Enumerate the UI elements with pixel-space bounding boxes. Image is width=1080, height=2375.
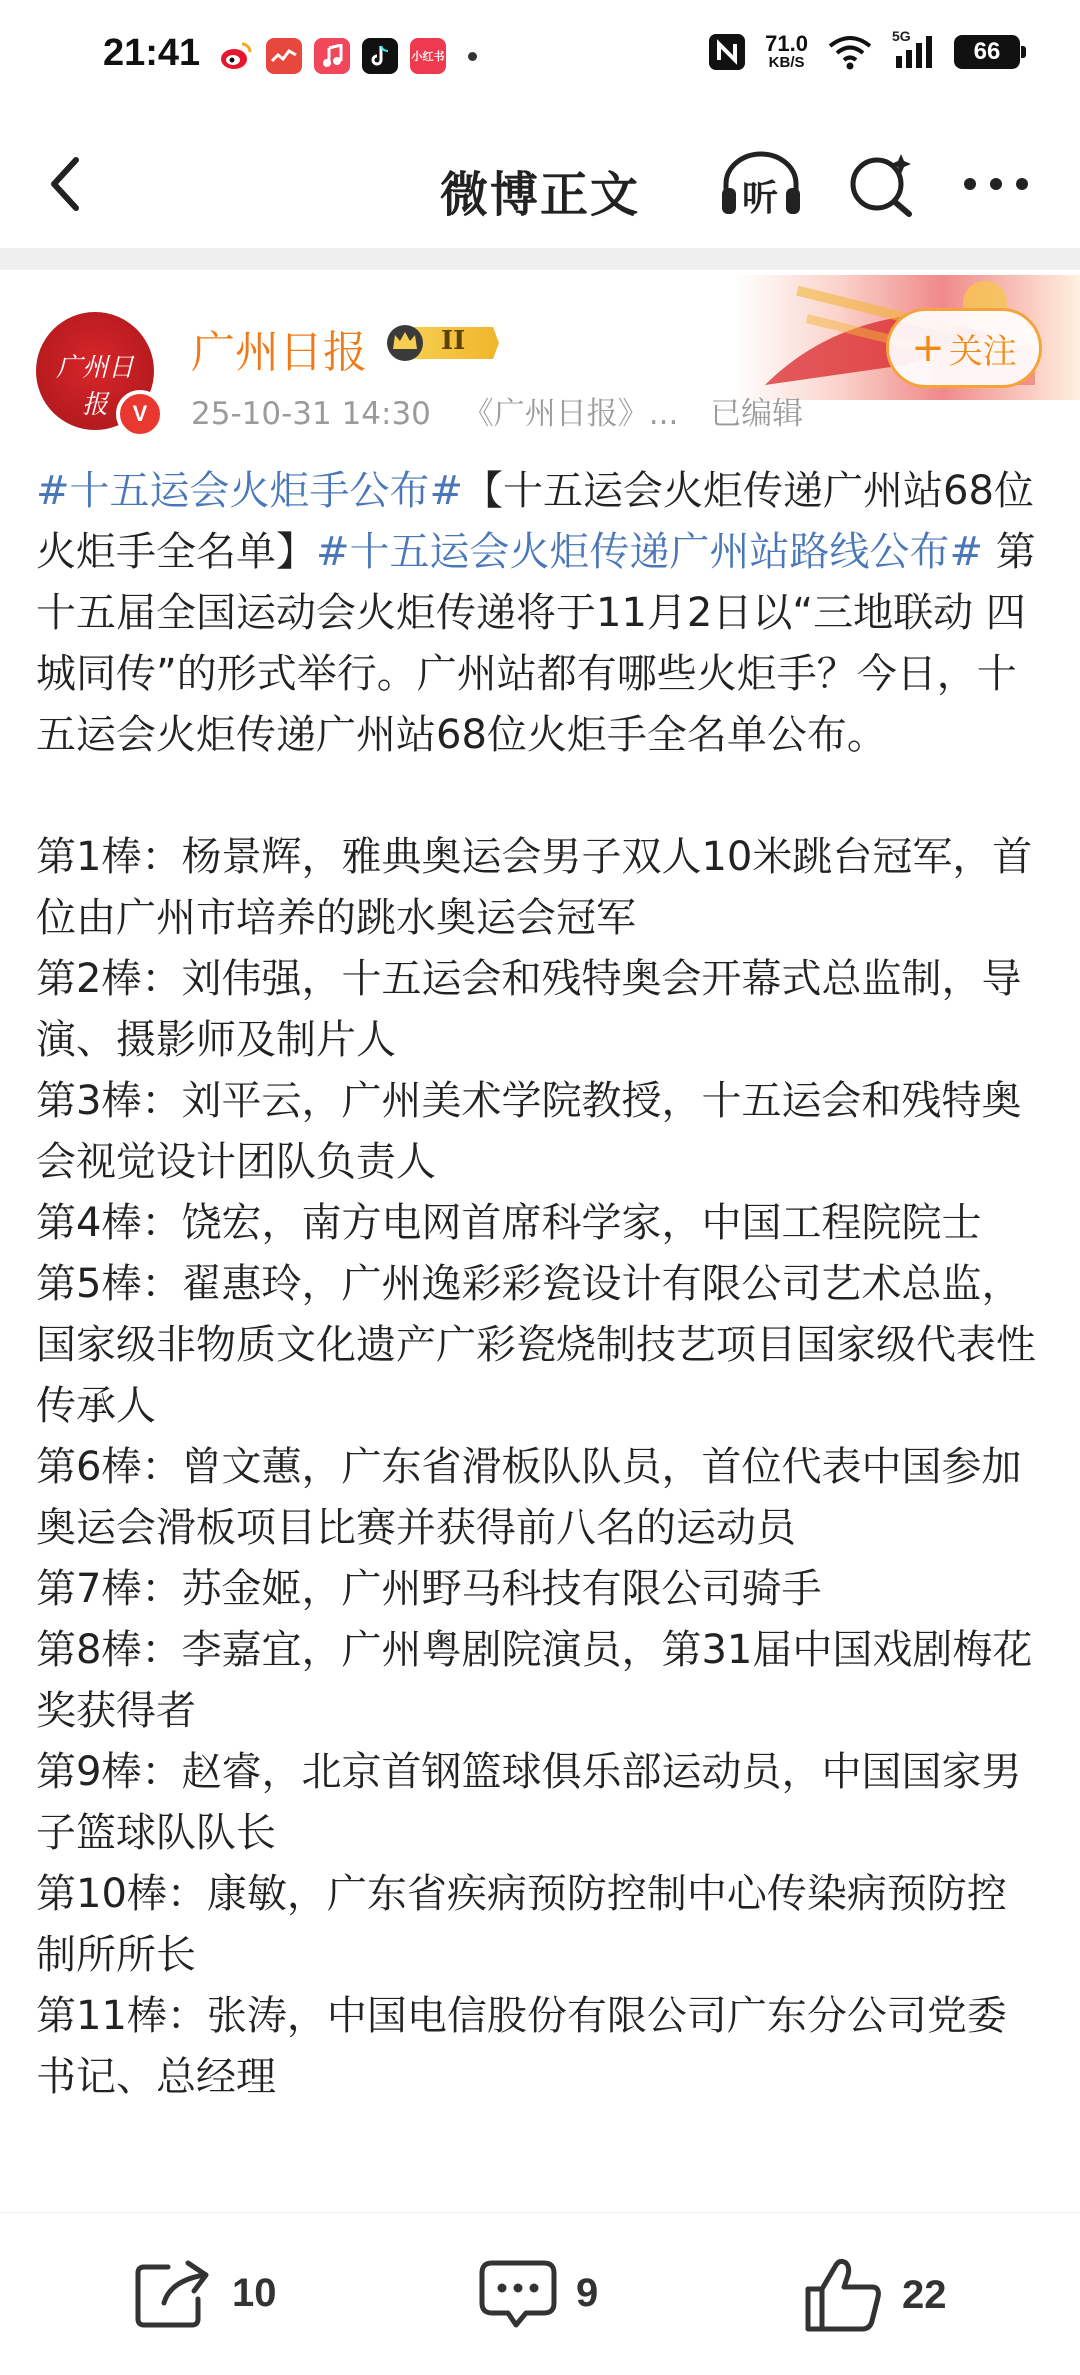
listen-button[interactable]: [718, 148, 804, 220]
torchbearer-item: 第6棒：曾文蕙，广东省滑板队队员，首位代表中国参加奥运会滑板项目比赛并获得前八名的运动员: [36, 1444, 1022, 1551]
notification-icons: [218, 38, 477, 74]
post-source: 《广州日报》...: [462, 396, 679, 432]
more-icon: [958, 148, 1034, 220]
weibo-icon: [218, 38, 254, 74]
wifi-icon: [826, 34, 874, 70]
plus-icon: +: [911, 325, 945, 371]
level-badge-label: II: [441, 326, 466, 356]
music-app-icon: [314, 38, 350, 74]
comment-button[interactable]: [478, 2257, 598, 2329]
verified-badge: V: [116, 390, 164, 438]
torchbearer-item: 第3棒：刘平云，广州美术学院教授，十五运会和残特奥会视觉设计团队负责人: [36, 1078, 1022, 1185]
page-title: 微博正文: [439, 167, 640, 223]
hashtag-link[interactable]: #十五运会火炬手公布#: [36, 468, 464, 514]
xiaohongshu-icon: 小红书: [410, 38, 446, 74]
search-button[interactable]: [845, 148, 917, 220]
torchbearer-item: 第5棒：翟惠玲，广州逸彩彩瓷设计有限公司艺术总监，国家级非物质文化遗产广彩瓷烧制技艺项目国家级代表性传承人: [36, 1261, 1036, 1429]
bottom-action-bar: [0, 2212, 1080, 2375]
intro-text: 【十五运会火炬传递广州站68位火炬手全名单】: [36, 468, 1034, 575]
network-speed-value: 71.0: [765, 31, 808, 56]
intro-text: 第十五届全国运动会火炬传递将于11月2日以“三地联动 四城同传”的形式举行。广州站都有哪些火炬手？今日，十五运会火炬传递广州站68位火炬手全名单公布。: [36, 529, 1036, 758]
torchbearer-item: 第1棒：杨景辉，雅典奥运会男子双人10米跳台冠军，首位由广州市培养的跳水奥运会冠军: [36, 834, 1033, 941]
hashtag-link[interactable]: #十五运会火炬传递广州站路线公布#: [316, 529, 984, 575]
like-button[interactable]: [804, 2257, 947, 2333]
stock-app-icon: [266, 38, 302, 74]
post-intro: [36, 461, 1046, 766]
torchbearer-item: 第9棒：赵睿，北京首钢篮球俱乐部运动员，中国国家男子篮球队队长: [36, 1749, 1022, 1856]
comment-icon: [478, 2257, 558, 2329]
thumbs-up-icon: [804, 2257, 884, 2333]
post-date: 25-10-31 14:30: [191, 396, 431, 432]
author-name[interactable]: 广州日报: [191, 327, 367, 378]
status-bar: [0, 0, 1080, 120]
paragraph-spacer: [36, 766, 1046, 827]
comment-count: 9: [576, 2270, 599, 2315]
more-notifications-dot: [468, 52, 477, 61]
nfc-icon: [707, 32, 747, 72]
post-meta: [191, 388, 825, 433]
torchbearer-item: 第10棒：康敏，广东省疾病预防控制中心传染病预防控制所所长: [36, 1871, 1007, 1978]
repost-icon: [134, 2257, 214, 2329]
member-level-badge: [385, 323, 500, 363]
cellular-signal-icon: [892, 28, 936, 72]
tiktok-icon: [362, 38, 398, 74]
like-count: 22: [902, 2272, 947, 2317]
torchbearer-item: 第7棒：苏金姬，广州野马科技有限公司骑手: [36, 1566, 822, 1612]
search-icon: [845, 148, 917, 220]
repost-button[interactable]: [134, 2257, 277, 2329]
section-divider: [0, 248, 1080, 270]
top-nav-bar: [0, 120, 1080, 248]
post-content: [36, 461, 1046, 2206]
torchbearer-item: 第4棒：饶宏，南方电网首席科学家，中国工程院院士: [36, 1200, 982, 1246]
signal-type-label: 5G: [892, 28, 911, 44]
status-indicators: [707, 28, 1020, 72]
battery-indicator: 66: [954, 35, 1020, 69]
torchbearer-item: 第11棒：张涛，中国电信股份有限公司广东分公司党委书记、总经理: [36, 1993, 1007, 2100]
follow-label: 关注: [948, 331, 1017, 372]
network-speed: [765, 33, 808, 71]
edited-label[interactable]: 已编辑: [710, 396, 804, 432]
torchbearer-item: 第2棒：刘伟强，十五运会和残特奥会开幕式总监制，导演、摄影师及制片人: [36, 956, 1022, 1063]
repost-count: 10: [232, 2270, 277, 2315]
network-speed-unit: KB/S: [768, 54, 805, 71]
follow-button[interactable]: [886, 308, 1042, 388]
status-time: 21:41: [103, 32, 201, 74]
listen-label: 听: [742, 178, 779, 219]
more-options-button[interactable]: [958, 148, 1034, 220]
avatar-logo-text: 广州日报: [55, 353, 134, 420]
torchbearer-item: 第8棒：李嘉宜，广州粤剧院演员，第31届中国戏剧梅花奖获得者: [36, 1627, 1033, 1734]
